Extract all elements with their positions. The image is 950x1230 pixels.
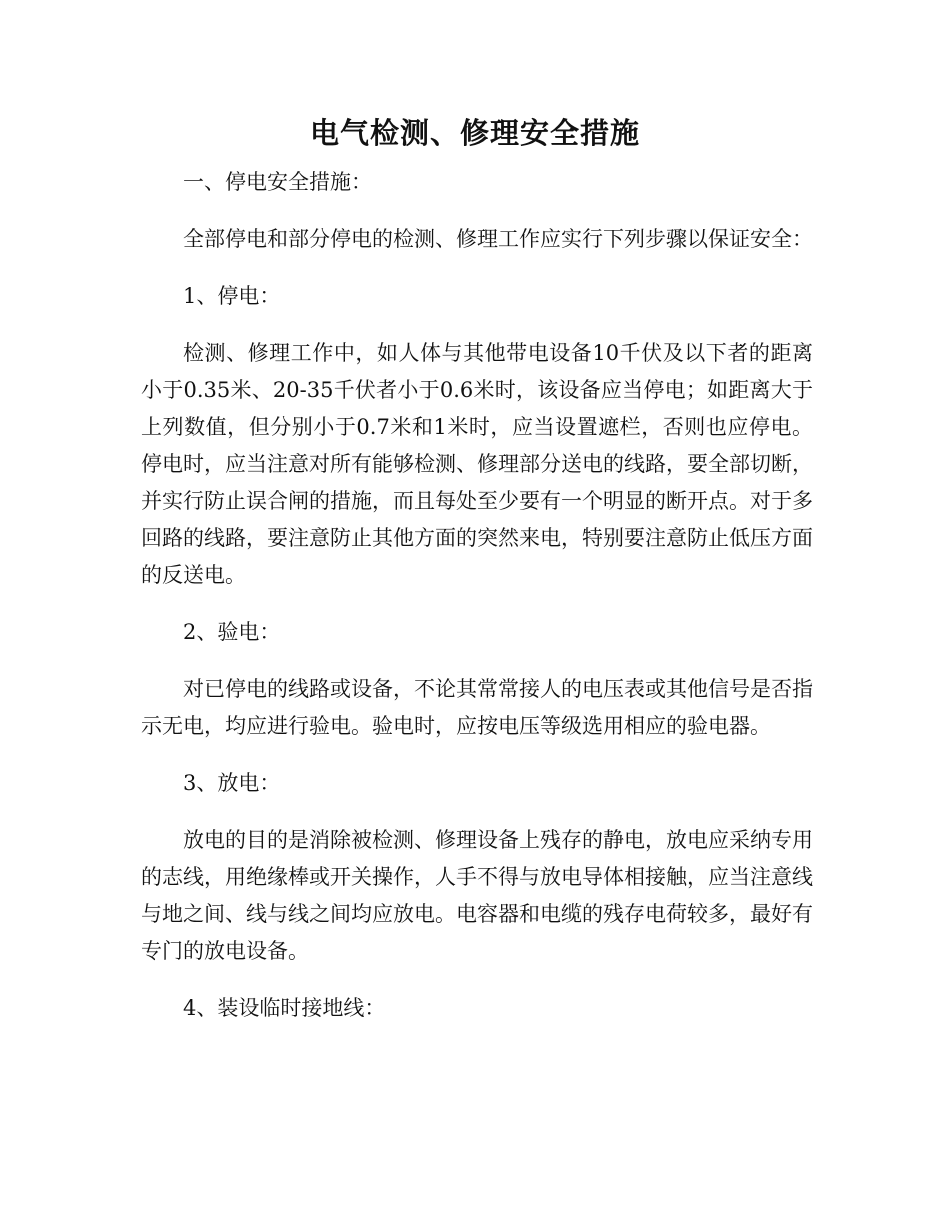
step-heading-power-off: 1、停电：	[183, 284, 281, 308]
document-body	[141, 164, 813, 1047]
intro-paragraph: 全部停电和部分停电的检测、修理工作应实行下列步骤以保证安全：	[183, 227, 813, 251]
step-heading-discharge: 3、放电：	[183, 771, 281, 795]
document-title: 电气检测、修理安全措施	[309, 116, 640, 150]
section-heading-power-off-measures: 一、停电安全措施：	[183, 170, 372, 194]
step-heading-voltage-test: 2、验电：	[183, 620, 281, 644]
discharge-paragraph: 放电的目的是消除被检测、修理设备上残存的静电，放电应采纳专用的志线，用绝缘棒或开关操作，人手不得与放电导体相接触，应当注意线与地之间、线与线之间均应放电。电容器和电缆的残存电荷较多，最好有专门的放电设备。	[141, 828, 813, 963]
power-off-paragraph: 检测、修理工作中，如人体与其他带电设备10千伏及以下者的距离小于0.35米、20-35千伏者小于0.6米时，该设备应当停电；如距离大于上列数值，但分别小于0.7米和1米时，应当设置遮栏，否则也应停电。停电时，应当注意对所有能够检测、修理部分送电的线路，要全部切断，并实行防止误合闸的措施，而且每处至少要有一个明显的断开点。对于多回路的线路，要注意防止其他方面的突然来电，特别要注意防止低压方面的反送电。	[141, 341, 813, 587]
voltage-test-paragraph: 对已停电的线路或设备，不论其常常接人的电压表或其他信号是否指示无电，均应进行验电。验电时，应按电压等级选用相应的验电器。	[141, 677, 813, 738]
step-heading-grounding: 4、装设临时接地线：	[183, 996, 386, 1020]
